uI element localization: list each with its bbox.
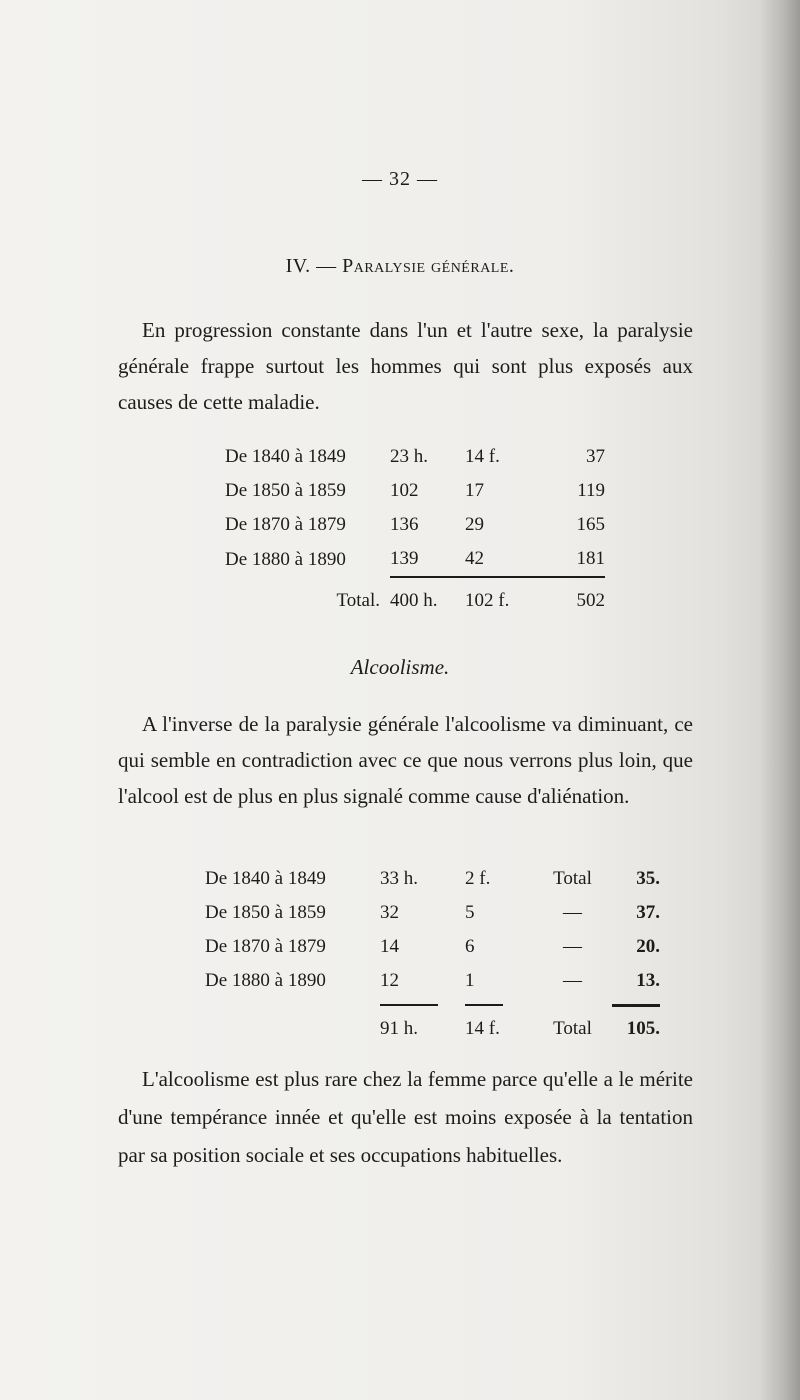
men-cell: 32 <box>380 902 399 923</box>
table-row <box>225 542 605 577</box>
men-cell: 139 <box>390 548 419 569</box>
period-cell: De 1880 à 1890 <box>225 548 346 570</box>
table-row <box>205 862 660 896</box>
empty-cell <box>205 1012 380 1046</box>
men-cell: 33 h. <box>380 868 418 889</box>
women-total-cell: 14 f. <box>465 1018 500 1039</box>
grand-total-cell: 502 <box>550 577 605 618</box>
paragraph-conclusion <box>118 1060 693 1174</box>
paragraph-text: L'alcoolisme est plus rare chez la femme parce qu'elle a le mérite d'une tempérance innée et qu'elle est moins exposée à la tentation par sa position sociale et ses occupations habituelles. <box>118 1067 693 1167</box>
women-cell: 17 <box>465 480 484 501</box>
period-cell: De 1840 à 1849 <box>205 868 326 889</box>
men-cell: 12 <box>380 970 399 991</box>
rule-cell <box>610 998 660 1012</box>
period-cell: De 1880 à 1890 <box>205 970 326 991</box>
men-cell: 136 <box>390 514 419 535</box>
table-row <box>225 474 605 508</box>
period-cell: De 1870 à 1879 <box>205 936 326 957</box>
paragraph-alcoolisme <box>118 706 693 814</box>
rule-spacer <box>535 998 610 1012</box>
table-row <box>205 896 660 930</box>
women-cell: 1 <box>465 970 475 991</box>
section-heading <box>0 255 800 278</box>
women-cell: 29 <box>465 514 484 535</box>
rule-line <box>380 1004 438 1006</box>
table-total-row <box>205 1012 660 1046</box>
total-cell: 37. <box>636 902 660 923</box>
paragraph-text: A l'inverse de la paralysie générale l'alcoolisme va diminuant, ce qui semble en contradiction avec ce que nous verrons plus loin, que l'alcool est de plus en plus signalé comme cause d'aliénation. <box>118 712 693 808</box>
women-cell: 2 f. <box>465 868 491 889</box>
period-cell: De 1850 à 1859 <box>205 902 326 923</box>
women-cell: 14 f. <box>465 446 500 467</box>
period-cell: De 1870 à 1879 <box>225 514 346 535</box>
total-cell: 20. <box>636 936 660 957</box>
rule-line <box>612 1004 660 1007</box>
rule-cell <box>380 998 465 1012</box>
total-label-cell: Total. <box>336 589 380 611</box>
section-numeral: IV. — <box>285 255 337 277</box>
table-total-row <box>225 577 605 618</box>
total-label-cell: Total <box>553 1018 592 1039</box>
separator-cell: Total <box>553 868 592 889</box>
period-cell: De 1840 à 1849 <box>225 446 346 467</box>
women-cell: 5 <box>465 902 475 923</box>
men-cell: 102 <box>390 480 419 501</box>
rule-spacer <box>205 998 380 1012</box>
page-number: — 32 — <box>362 168 438 190</box>
table-row <box>205 964 660 998</box>
separator-cell: — <box>563 970 582 991</box>
page-edge-shadow <box>760 0 800 1400</box>
total-cell: 181 <box>576 548 605 569</box>
men-cell: 14 <box>380 936 399 957</box>
men-total-cell: 400 h. <box>390 577 465 618</box>
paragraph-text: En progression constante dans l'un et l'autre sexe, la paralysie générale frappe surtout les hommes qui sont plus exposés aux causes de cette maladie. <box>118 318 693 414</box>
men-total-cell: 91 h. <box>380 1018 418 1039</box>
rule-line <box>465 1004 503 1006</box>
grand-total-cell: 105. <box>626 1018 660 1039</box>
total-cell: 119 <box>577 480 605 501</box>
table-rule-row <box>205 998 660 1012</box>
men-cell: 23 h. <box>390 446 428 467</box>
total-cell: 37 <box>586 446 605 467</box>
table-row <box>205 930 660 964</box>
paragraph-paralysie <box>118 312 693 420</box>
women-cell: 42 <box>465 548 484 569</box>
alcoolisme-table <box>205 862 660 1046</box>
section-title: Paralysie générale. <box>342 255 515 277</box>
table-row <box>225 508 605 542</box>
subheading-alcoolisme: Alcoolisme. <box>350 655 450 679</box>
total-cell: 35. <box>636 868 660 889</box>
total-cell: 13. <box>636 970 660 991</box>
women-total-cell: 102 f. <box>465 577 550 618</box>
period-cell: De 1850 à 1859 <box>225 480 346 501</box>
women-cell: 6 <box>465 936 475 957</box>
paralysie-table <box>225 440 605 618</box>
total-cell: 165 <box>576 514 605 535</box>
table-row <box>225 440 605 474</box>
rule-cell <box>465 998 535 1012</box>
separator-cell: — <box>563 936 582 957</box>
separator-cell: — <box>563 902 582 923</box>
